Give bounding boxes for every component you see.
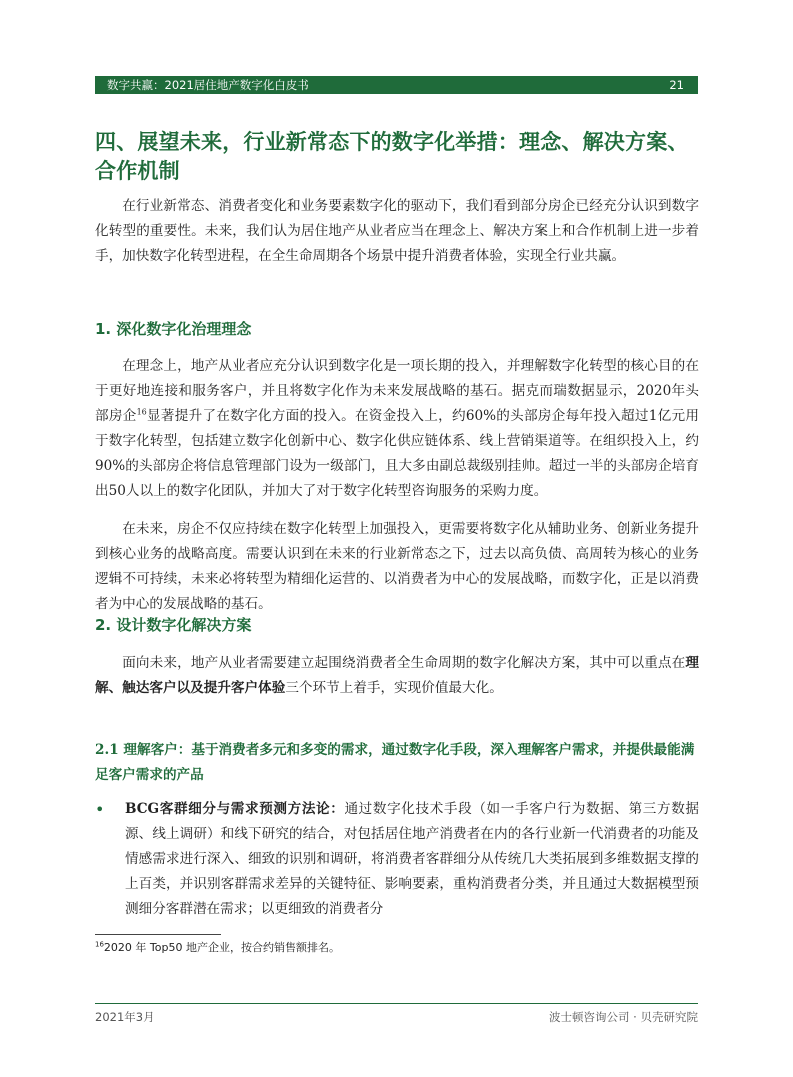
subsection-heading: 2.1 理解客户：基于消费者多元和多变的需求，通过数字化手段，深入理解客户需求，并提供最能满足客户需求的产品 bbox=[95, 742, 695, 783]
part1-p1-text-a: 在理念上，地产从业者应充分认识到数字化是一项长期的投入，并理解数字化转型的核心目的在于更好地连接和服务客户，并且将数字化作为未来发展战略的基石。据克而瑞数据显示，2020年头部房企 bbox=[95, 358, 699, 424]
footnote-text: 2020 年 Top50 地产企业，按合约销售额排名。 bbox=[103, 941, 340, 954]
footer-divider bbox=[95, 1003, 698, 1004]
part1-paragraph-1 bbox=[95, 354, 699, 504]
part2-p1-text-b: 三个环节上着手，实现价值最大化。 bbox=[285, 680, 503, 696]
part2-p1-bold: 理解、触达客户以及提升客户体验 bbox=[95, 655, 699, 696]
footer-date: 2021年3月 bbox=[95, 1010, 155, 1024]
footer-publisher: 波士顿咨询公司 · 贝壳研究院 bbox=[549, 1010, 698, 1024]
part1-heading: 1. 深化数字化治理理念 bbox=[95, 320, 252, 338]
part1-p1-text-b: 显著提升了在数字化方面的投入。在资金投入上，约60%的头部房企每年投入超过1亿元用于数字化转型，包括建立数字化创新中心、数字化供应链体系、线上营销渠道等。在组织投入上，约90%的头部房企将信息管理部门设为一级部门，且大多由副总裁级别挂帅。超过一半的头部房企培育出50人以上的数字化团队，并加大了对于数字化转型咨询服务的采购力度。 bbox=[95, 408, 699, 499]
part2-p1-text-a: 面向未来，地产从业者需要建立起围绕消费者全生命周期的数字化解决方案，其中可以重点在 bbox=[122, 655, 686, 671]
footnote bbox=[95, 939, 340, 955]
header-title: 数字共赢：2021居住地产数字化白皮书 bbox=[107, 78, 309, 92]
bullet-icon: • bbox=[95, 800, 105, 819]
footnote-marker: 16 bbox=[95, 940, 104, 949]
intro-paragraph: 在行业新常态、消费者变化和业务要素数字化的驱动下，我们看到部分房企已经充分认识到数字化转型的重要性。未来，我们认为居住地产从业者应当在理念上、解决方案上和合作机制上进一步着手，加快数字化转型进程，在全生命周期各个场景中提升消费者体验，实现全行业共赢。 bbox=[95, 198, 699, 264]
list-item bbox=[95, 797, 699, 922]
footnote-divider bbox=[95, 934, 221, 935]
running-header bbox=[95, 76, 698, 94]
part2-paragraph-1 bbox=[95, 651, 699, 701]
bullet-content bbox=[125, 797, 699, 922]
bullet-text: 通过数字化技术手段（如一手客户行为数据、第三方数据源、线上调研）和线下研究的结合，对包括居住地产消费者在内的各行业新一代消费者的功能及情感需求进行深入、细致的识别和调研，将消费者客群细分从传统几大类拓展到多维数据支撑的上百类，并识别客群需求差异的关键特征、影响要素，重构消费者分类，并且通过大数据模型预测细分客群潜在需求；以更细致的消费者分 bbox=[125, 801, 700, 917]
footnote-ref: 16 bbox=[136, 407, 147, 417]
page-number: 21 bbox=[669, 78, 684, 92]
bullet-title: BCG客群细分与需求预测方法论： bbox=[125, 801, 345, 817]
part1-paragraph-2: 在未来，房企不仅应持续在数字化转型上加强投入，更需要将数字化从辅助业务、创新业务提升到核心业务的战略高度。需要认识到在未来的行业新常态之下，过去以高负债、高周转为核心的业务逻辑不可持续，未来必将转型为精细化运营的、以消费者为中心的发展战略，而数字化，正是以消费者为中心的发展战略的基石。 bbox=[95, 521, 699, 612]
section-title: 四、展望未来，行业新常态下的数字化举措：理念、解决方案、合作机制 bbox=[95, 130, 689, 183]
part2-heading: 2. 设计数字化解决方案 bbox=[95, 616, 252, 634]
